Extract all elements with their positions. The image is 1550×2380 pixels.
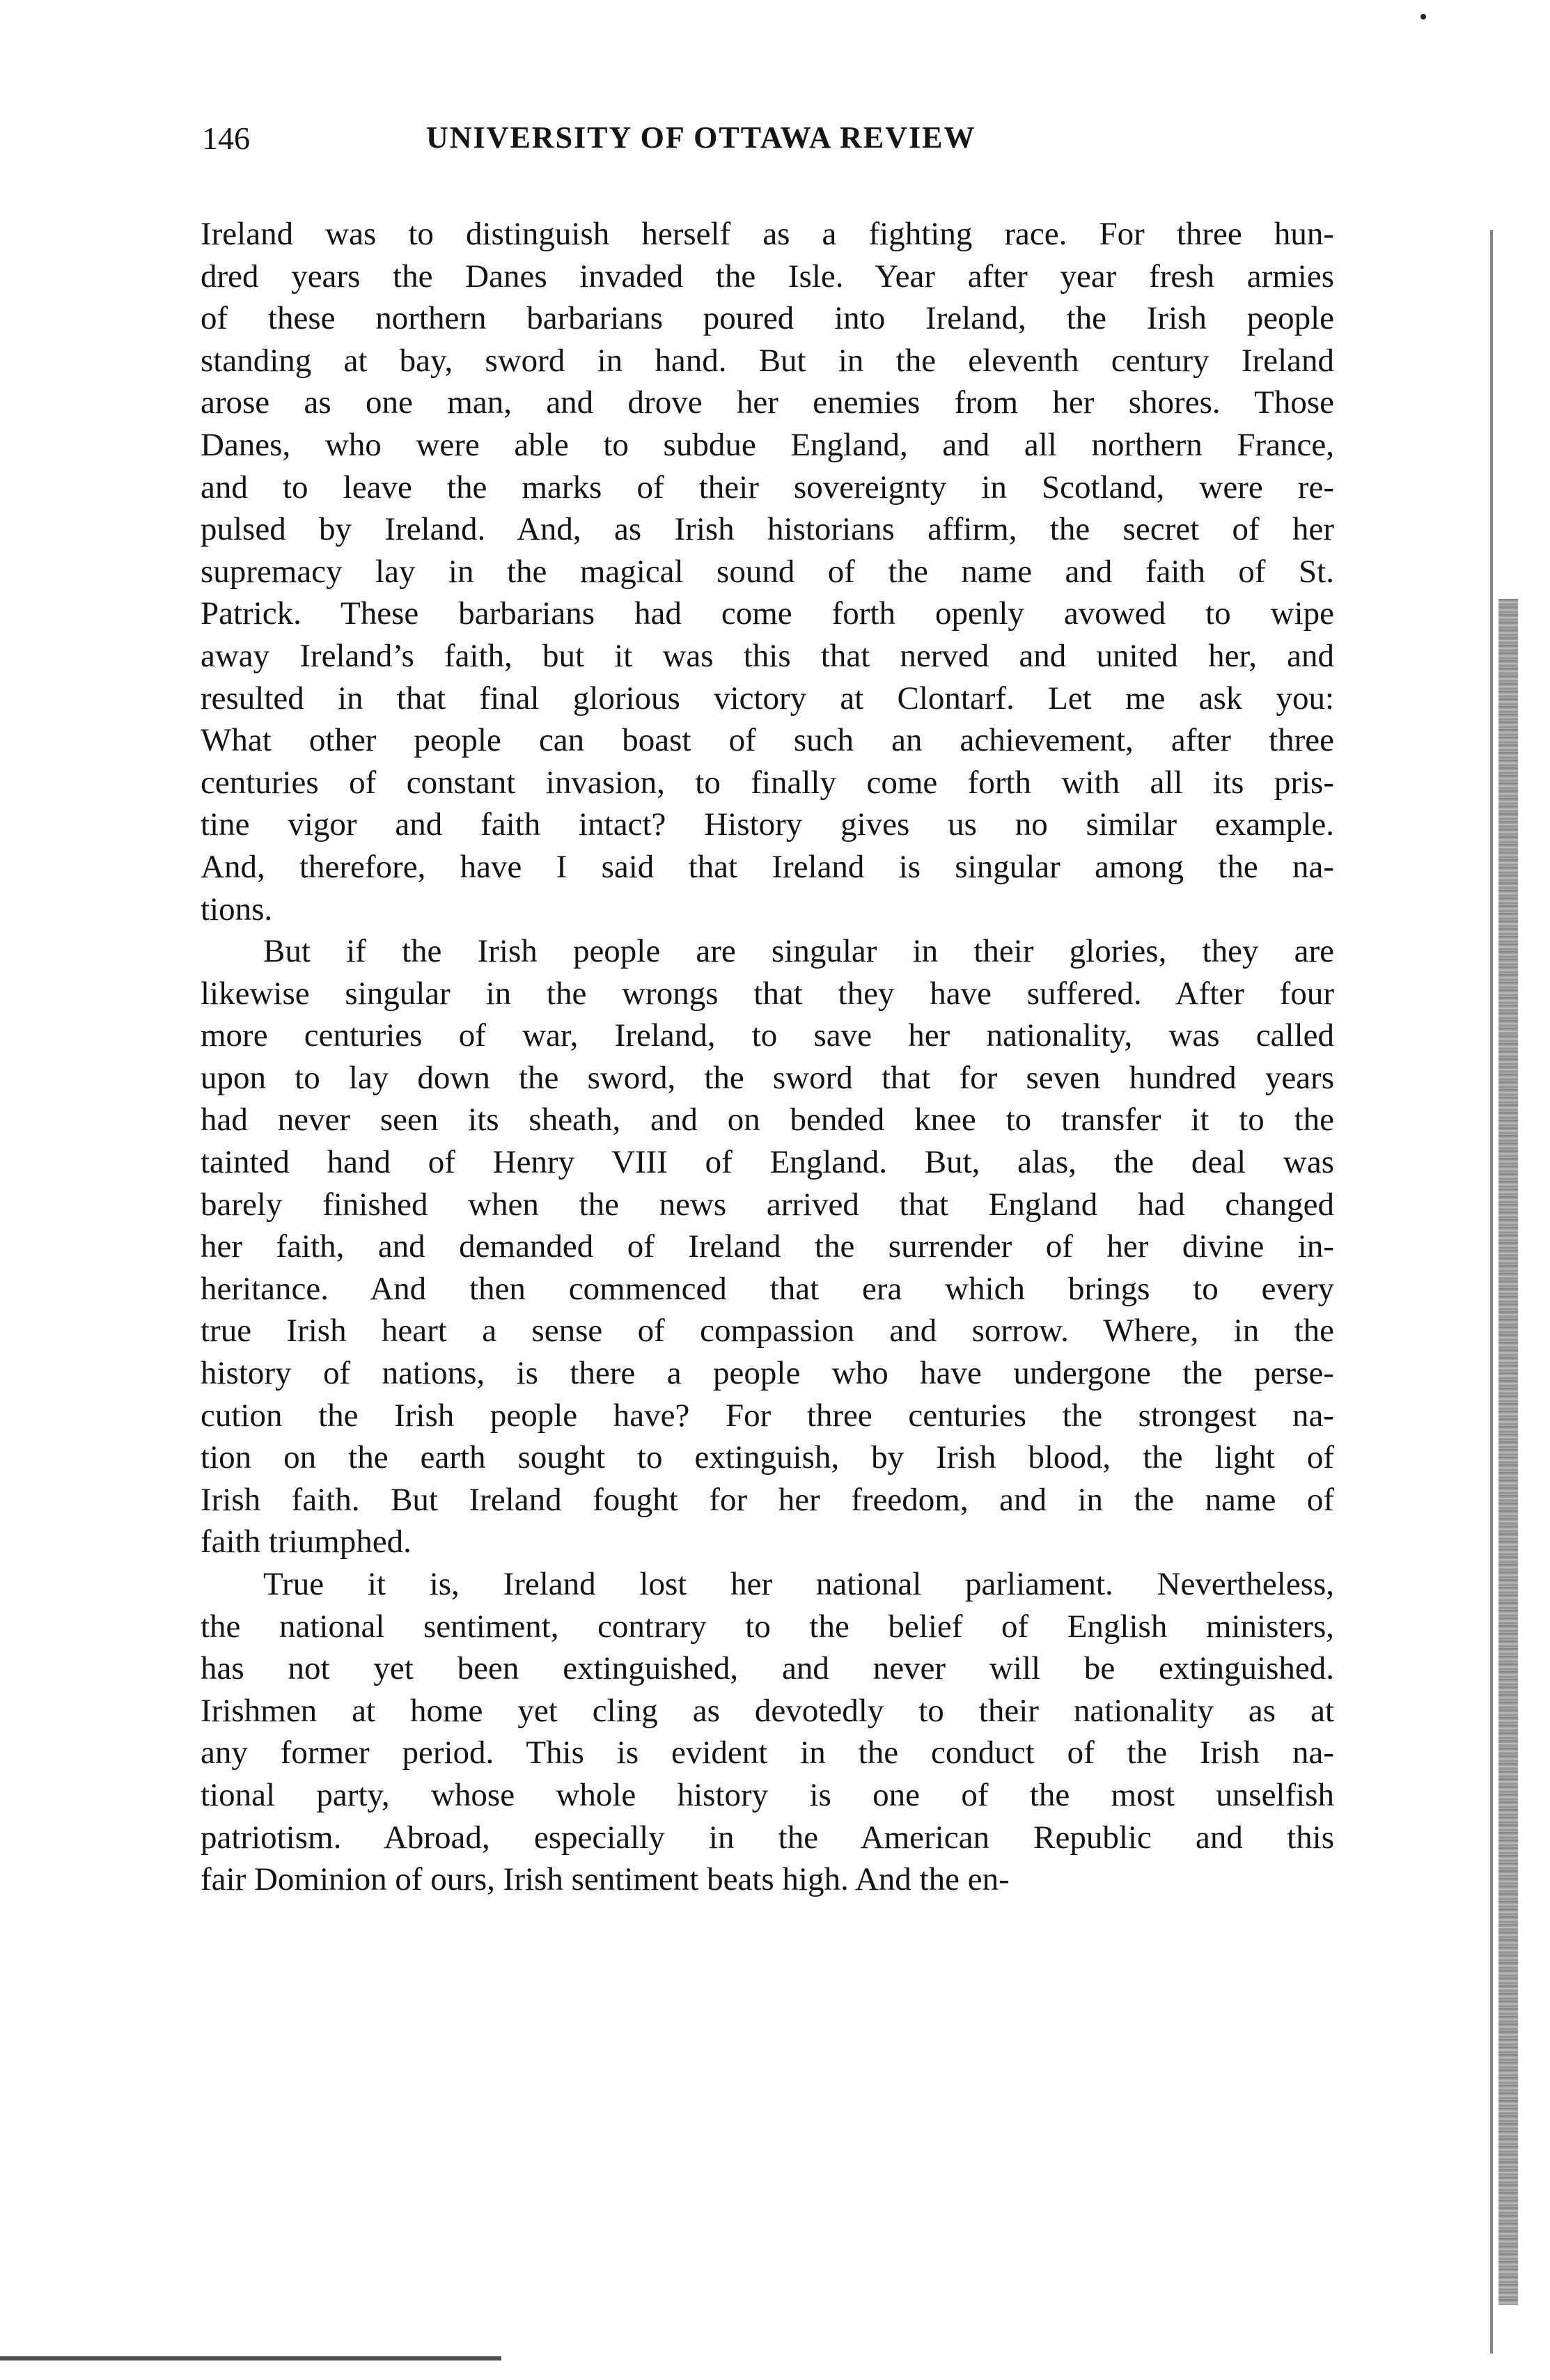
text-line: of these northern barbarians poured into Ireland, the Irish people — [201, 300, 1334, 337]
text-line: resulted in that final glorious victory at Clontarf. Let me ask you: — [201, 680, 1334, 717]
text-line: Irishmen at home yet cling as devotedly to their nationality as at — [201, 1692, 1334, 1729]
paragraph — [201, 1563, 1334, 1901]
text-line: cution the Irish people have? For three centuries the strongest na- — [201, 1397, 1334, 1434]
text-line: heritance. And then commenced that era which brings to every — [201, 1270, 1334, 1307]
text-line: dred years the Danes invaded the Isle. Year after year fresh armies — [201, 258, 1334, 295]
text-line: Irish faith. But Ireland fought for her freedom, and in the name of — [201, 1481, 1334, 1518]
text-line: standing at bay, sword in hand. But in the eleventh century Ireland — [201, 342, 1334, 379]
text-line: pulsed by Ireland. And, as Irish historians affirm, the secret of her — [201, 511, 1334, 548]
text-line: patriotism. Abroad, especially in the American Republic and this — [201, 1819, 1334, 1856]
text-line: Ireland was to distinguish herself as a fighting race. For three hun- — [201, 216, 1334, 252]
text-line: tion on the earth sought to extinguish, by Irish blood, the light of — [201, 1439, 1334, 1476]
text-line: upon to lay down the sword, the sword that for seven hundred years — [201, 1059, 1334, 1096]
text-line: tional party, whose whole history is one of the most unselfish — [201, 1776, 1334, 1813]
text-line: tions. — [201, 891, 273, 927]
text-line: the national sentiment, contrary to the belief of English ministers, — [201, 1608, 1334, 1645]
bottom-scan-edge — [0, 2356, 501, 2361]
paragraph — [201, 213, 1334, 930]
text-line: and to leave the marks of their sovereignty in Scotland, were re- — [201, 469, 1334, 506]
body-text — [201, 213, 1334, 1901]
text-line: supremacy lay in the magical sound of the name and faith of St. — [201, 553, 1334, 590]
text-line: away Ireland’s faith, but it was this that nerved and united her, and — [201, 637, 1334, 674]
binding-edge-line — [1490, 230, 1493, 2354]
text-line: Patrick. These barbarians had come forth openly avowed to wipe — [201, 595, 1334, 632]
text-line: faith triumphed. — [201, 1524, 412, 1560]
text-line: her faith, and demanded of Ireland the surrender of her divine in- — [201, 1228, 1334, 1265]
text-line: barely finished when the news arrived that England had changed — [201, 1186, 1334, 1223]
text-line: And, therefore, have I said that Ireland is singular among the na- — [201, 848, 1334, 885]
text-line: more centuries of war, Ireland, to save her nationality, was called — [201, 1017, 1334, 1054]
text-line: arose as one man, and drove her enemies from her shores. Those — [201, 384, 1334, 421]
text-line: What other people can boast of such an achievement, after three — [201, 722, 1334, 759]
text-line: fair Dominion of ours, Irish sentiment beats high. And the en- — [201, 1861, 1010, 1898]
text-line: any former period. This is evident in the conduct of the Irish na- — [201, 1735, 1334, 1771]
text-line: True it is, Ireland lost her national parliament. Nevertheless, — [263, 1566, 1334, 1602]
text-line: had never seen its sheath, and on bended knee to transfer it to the — [201, 1102, 1334, 1138]
running-title: UNIVERSITY OF OTTAWA REVIEW — [426, 120, 976, 155]
text-line: But if the Irish people are singular in their glories, they are — [263, 933, 1334, 970]
text-line: history of nations, is there a people who have undergone the perse- — [201, 1355, 1334, 1392]
page-edge-shadow — [1498, 599, 1518, 2305]
text-line: has not yet been extinguished, and never will be extinguished. — [201, 1650, 1334, 1687]
text-line: true Irish heart a sense of compassion and sorrow. Where, in the — [201, 1313, 1334, 1349]
text-line: tainted hand of Henry VIII of England. But, alas, the deal was — [201, 1144, 1334, 1181]
paragraph — [201, 930, 1334, 1563]
page-number: 146 — [202, 120, 250, 156]
ink-speck — [1420, 14, 1426, 19]
text-line: tine vigor and faith intact? History gives us no similar example. — [201, 806, 1334, 843]
text-line: centuries of constant invasion, to finally come forth with all its pris- — [201, 764, 1334, 801]
text-line: likewise singular in the wrongs that they have suffered. After four — [201, 975, 1334, 1012]
page-header — [202, 120, 1344, 175]
text-line: Danes, who were able to subdue England, and all northern France, — [201, 426, 1334, 463]
